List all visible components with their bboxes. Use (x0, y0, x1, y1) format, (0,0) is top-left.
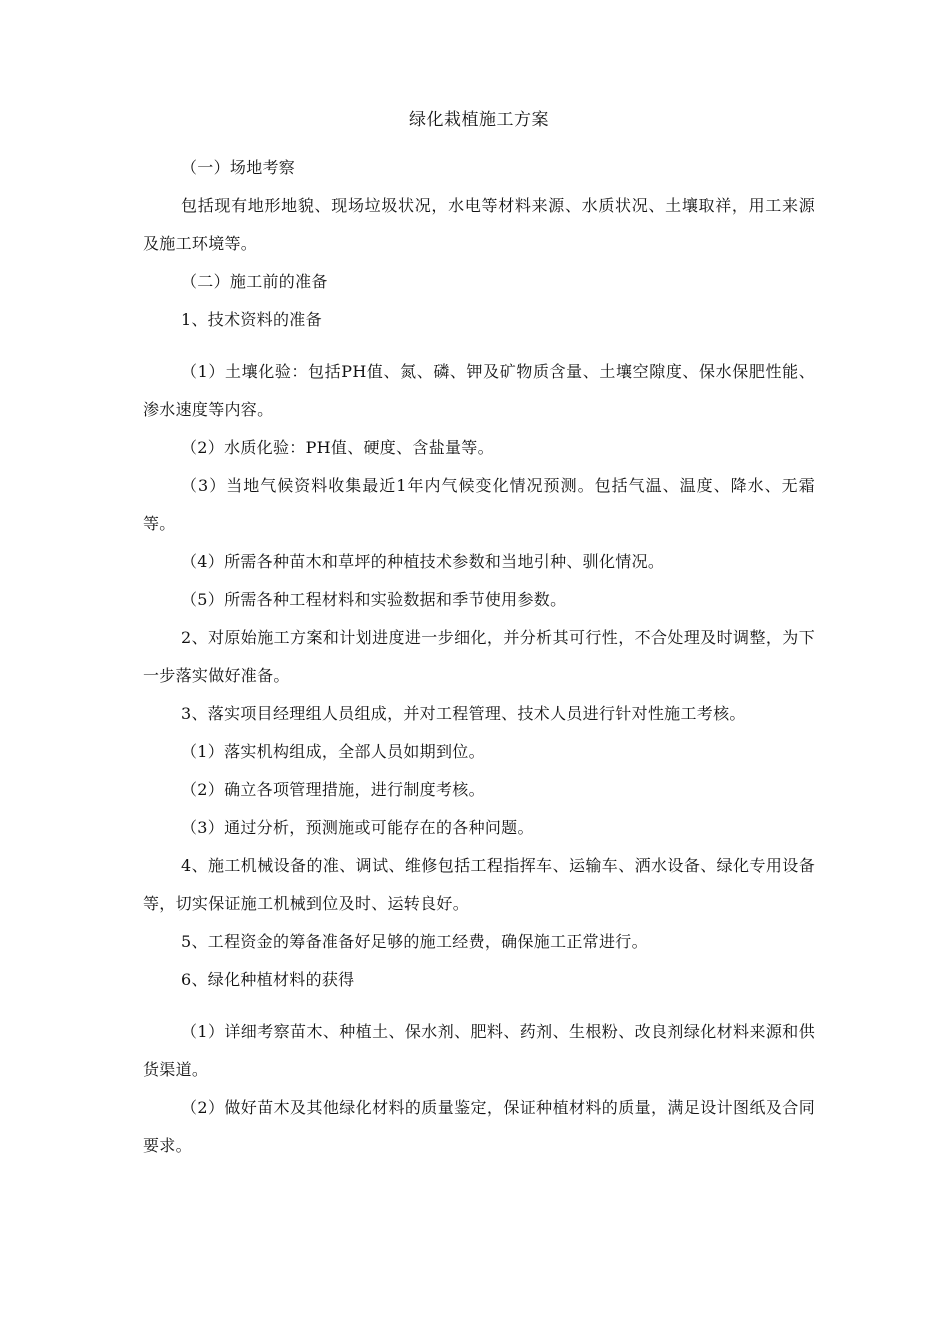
section-heading-preparation: （二）施工前的准备 (181, 272, 328, 291)
list-item-risk-analysis: （3）通过分析，预测施或可能存在的各种问题。 (181, 818, 534, 837)
paragraph-staffing: 3、落实项目经理组人员组成，并对工程管理、技术人员进行针对性施工考核。 (181, 704, 746, 723)
list-item-quality-inspection: （2）做好苗木及其他绿化材料的质量鉴定，保证种植材料的质量，满足设计图纸及合同要求。 (143, 1098, 815, 1155)
list-item-material-data: （5）所需各种工程材料和实验数据和季节使用参数。 (181, 590, 567, 609)
paragraph-funding: 5、工程资金的筹备准备好足够的施工经费，确保施工正常进行。 (181, 932, 648, 951)
list-item-management-measures: （2）确立各项管理措施，进行制度考核。 (181, 780, 485, 799)
paragraph-site-survey: 包括现有地形地貌、现场垃圾状况，水电等材料来源、水质状况、土壤取祥，用工来源及施工环境等。 (143, 196, 815, 253)
document-title: 绿化栽植施工方案 (409, 110, 549, 130)
paragraph-machinery: 4、施工机械设备的准、调试、维修包括工程指挥车、运输车、洒水设备、绿化专用设备等，切实保证施工机械到位及时、运转良好。 (143, 856, 815, 913)
section-heading-site-survey: （一）场地考察 (181, 158, 296, 177)
list-item-organization: （1）落实机构组成，全部人员如期到位。 (181, 742, 485, 761)
list-item-material-sources: （1）详细考察苗木、种植土、保水剂、肥料、药剂、生根粉、改良剂绿化材料来源和供货渠道。 (143, 1022, 815, 1079)
subheading-planting-materials: 6、绿化种植材料的获得 (181, 970, 355, 989)
list-item-soil-test: （1）土壤化验：包括PH值、氮、磷、钾及矿物质含量、土壤空隙度、保水保肥性能、渗水速度等内容。 (143, 362, 815, 419)
document-body (143, 106, 815, 1165)
list-item-climate-data: （3）当地气候资料收集最近1年内气候变化情况预测。包括气温、温度、降水、无霜等。 (143, 476, 815, 533)
list-item-planting-parameters: （4）所需各种苗木和草坪的种植技术参数和当地引种、驯化情况。 (181, 552, 665, 571)
list-item-water-test: （2）水质化验：PH值、硬度、含盐量等。 (181, 438, 494, 457)
subheading-technical-data: 1、技术资料的准备 (181, 310, 322, 329)
paragraph-plan-refinement: 2、对原始施工方案和计划进度进一步细化，并分析其可行性，不合处理及时调整，为下一步落实做好准备。 (143, 628, 815, 685)
